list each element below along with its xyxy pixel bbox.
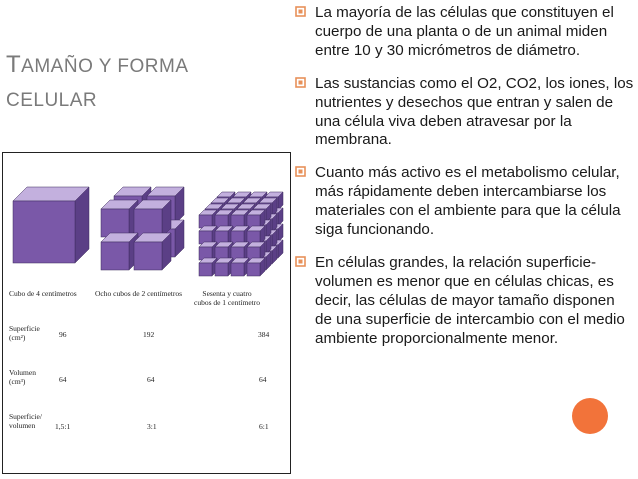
row-label-volume-1: Volumen bbox=[9, 368, 36, 377]
row-label-ratio-1: Superficie/ bbox=[9, 412, 42, 421]
medium-cube bbox=[134, 233, 171, 270]
title-line-1-rest: AMAÑO Y FORMA bbox=[21, 56, 189, 77]
caption-cube-3-line-2: cubos de 1 centímetro bbox=[193, 298, 261, 307]
value-volume-3: 64 bbox=[259, 375, 267, 384]
small-cube bbox=[231, 210, 249, 228]
caption-cube-3-line-1: Sesenta y cuatro bbox=[202, 289, 252, 298]
row-label-ratio-2: volumen bbox=[9, 421, 36, 430]
small-cube bbox=[199, 242, 217, 260]
cube-comparison-figure bbox=[2, 152, 291, 474]
value-surface-3: 384 bbox=[258, 330, 270, 339]
value-surface-2: 192 bbox=[143, 330, 155, 339]
small-cube bbox=[215, 258, 233, 276]
bullet-item bbox=[295, 254, 635, 349]
square-bullet-icon bbox=[295, 6, 306, 17]
square-bullet-icon bbox=[295, 166, 306, 177]
small-cube bbox=[247, 242, 265, 260]
bullet-text: Las sustancias como el O2, CO2, los iones, los nutrientes y desechos que entran y salen de una célula viva deben atravesar por la membrana. bbox=[315, 74, 634, 149]
bullet-item bbox=[295, 75, 635, 151]
value-surface-1: 96 bbox=[59, 330, 67, 339]
small-cube bbox=[231, 226, 249, 244]
row-label-volume-2: (cm³) bbox=[9, 377, 26, 386]
value-ratio-3: 6:1 bbox=[259, 422, 269, 431]
value-ratio-1: 1,5:1 bbox=[55, 422, 71, 431]
small-cube bbox=[231, 258, 249, 276]
value-volume-2: 64 bbox=[147, 375, 155, 384]
small-cube bbox=[215, 242, 233, 260]
small-cube bbox=[231, 242, 249, 260]
title-line-1 bbox=[6, 48, 276, 84]
square-bullet-icon bbox=[295, 256, 306, 267]
title-initial: T bbox=[6, 51, 22, 78]
row-label-surface-2: (cm²) bbox=[9, 333, 26, 342]
bullet-list bbox=[295, 4, 635, 363]
title-line-2: CELULAR bbox=[6, 90, 98, 111]
small-cube bbox=[199, 226, 217, 244]
bullet-item bbox=[295, 164, 635, 240]
cubes-group bbox=[13, 187, 283, 276]
small-cube bbox=[215, 210, 233, 228]
large-cube bbox=[13, 187, 89, 263]
value-volume-1: 64 bbox=[59, 375, 67, 384]
medium-cube bbox=[101, 200, 138, 237]
small-cube bbox=[199, 210, 217, 228]
decorative-circle bbox=[572, 398, 608, 434]
medium-cube bbox=[101, 233, 138, 270]
small-cube bbox=[247, 226, 265, 244]
medium-cube bbox=[134, 200, 171, 237]
bullet-text: Cuanto más activo es el metabolismo celular, más rápidamente deben intercambiarse los materiales con el ambiente para que la célula siga funcionando. bbox=[315, 164, 621, 239]
small-cube bbox=[215, 226, 233, 244]
small-cube bbox=[247, 210, 265, 228]
caption-cube-1: Cubo de 4 centímetros bbox=[9, 289, 77, 298]
bullet-item bbox=[295, 4, 635, 61]
small-cube bbox=[199, 258, 217, 276]
value-ratio-2: 3:1 bbox=[147, 422, 157, 431]
bullet-text: La mayoría de las células que constituyen el cuerpo de una planta o de un animal miden entre 10 y 30 micrómetros de diámetro. bbox=[315, 4, 614, 59]
square-bullet-icon bbox=[295, 77, 306, 88]
caption-cube-2: Ocho cubos de 2 centímetros bbox=[95, 289, 183, 298]
row-label-surface-1: Superficie bbox=[9, 324, 40, 333]
bullet-text: En células grandes, la relación superficie-volumen es menor que en células chicas, es decir, las células de mayor tamaño disponen de una superficie de intercambio con el medio ambiente proporcionalmente menor. bbox=[315, 253, 625, 347]
cubes-illustration bbox=[3, 153, 290, 473]
slide-title bbox=[6, 48, 276, 118]
small-cube bbox=[247, 258, 265, 276]
